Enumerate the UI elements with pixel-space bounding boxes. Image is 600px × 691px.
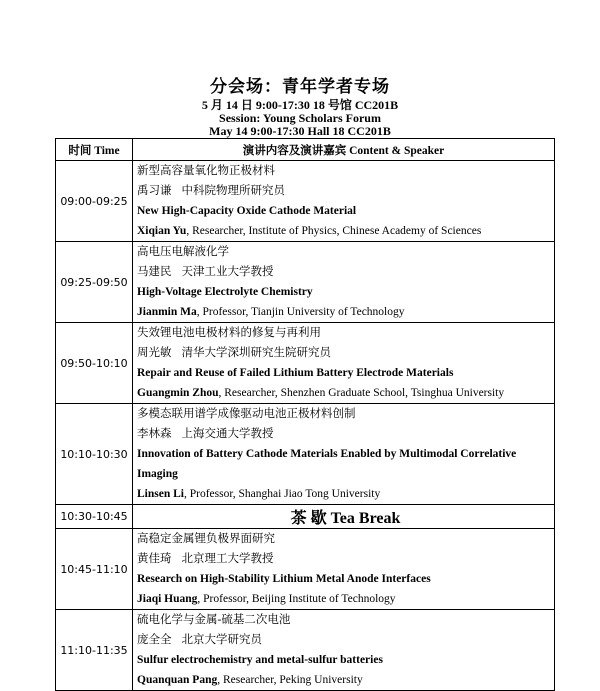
speaker-name-cn: 周光敏 [137,347,172,359]
time-cell: 10:30-10:45 [56,505,133,529]
schedule-table [55,138,555,691]
table-row [56,529,555,610]
speaker-affiliation-en: , Researcher, Institute of Physics, Chinese Academy of Sciences [186,225,482,237]
tea-break-label: 茶 歇 Tea Break [133,505,555,529]
time-cell: 09:50-10:10 [56,323,133,404]
talk-title-cn: 硫电化学与金属-硫基二次电池 [137,614,291,626]
time-cell: 09:25-09:50 [56,242,133,323]
speaker-line-en [137,302,554,322]
time-cell: 10:10-10:30 [56,404,133,505]
talk-cell [133,404,555,505]
speaker-name-cn: 庞全全 [137,634,172,646]
speaker-name-en: Jiaqi Huang [137,593,198,605]
speaker-name-cn: 黄佳琦 [137,553,172,565]
speaker-name-en: Linsen Li [137,488,184,500]
date-venue-en: May 14 9:00-17:30 Hall 18 CC201B [209,124,391,138]
speaker-affiliation-en: , Professor, Tianjin University of Technology [196,306,405,318]
talk-cell [133,242,555,323]
talk-title-cn: 失效锂电池电极材料的修复与再利用 [137,327,321,339]
session-title-en: Session: Young Scholars Forum [219,111,381,125]
talk-title-en: Repair and Reuse of Failed Lithium Battery Electrode Materials [137,367,454,379]
talk-cell [133,323,555,404]
table-row-break [56,505,555,529]
speaker-affiliation-cn: 中科院物理所研究员 [181,185,285,197]
speaker-line-cn [137,630,554,650]
speaker-line-cn [137,181,554,201]
talk-title-cn: 新型高容量氧化物正极材料 [137,165,275,177]
speaker-line-cn [137,262,554,282]
talk-cell [133,610,555,691]
time-cell: 11:10-11:35 [56,610,133,691]
time-cell: 09:00-09:25 [56,161,133,242]
speaker-name-cn: 马建民 [137,266,172,278]
talk-cell [133,529,555,610]
speaker-affiliation-cn: 北京理工大学教授 [181,553,274,565]
table-row [56,242,555,323]
speaker-affiliation-cn: 天津工业大学教授 [181,266,274,278]
speaker-affiliation-cn: 北京大学研究员 [181,634,262,646]
talk-cell [133,161,555,242]
speaker-affiliation-en: , Professor, Shanghai Jiao Tong University [183,488,381,500]
table-row [56,161,555,242]
speaker-affiliation-cn: 上海交通大学教授 [181,428,274,440]
talk-title-en: Sulfur electrochemistry and metal-sulfur batteries [137,654,383,666]
time-cell: 10:45-11:10 [56,529,133,610]
talk-title-en: New High-Capacity Oxide Cathode Material [137,205,357,217]
table-row [56,404,555,505]
talk-title-en: Innovation of Battery Cathode Materials Enabled by Multimodal Correlative Imaging [137,448,517,480]
table-row [56,610,555,691]
speaker-line-en [137,589,554,609]
talk-title-cn: 高电压电解液化学 [137,246,229,258]
speaker-name-cn: 李林森 [137,428,172,440]
speaker-name-en: Quanquan Pang [137,674,218,686]
column-header-content: 演讲内容及演讲嘉宾 Content & Speaker [133,139,555,161]
page-title: 分会场：青年学者专场 [210,77,390,96]
speaker-name-en: Jianmin Ma [137,306,197,318]
speaker-affiliation-en: , Professor, Beijing Institute of Technology [197,593,396,605]
table-header-row [56,139,555,161]
talk-title-cn: 高稳定金属锂负极界面研究 [137,533,275,545]
speaker-line-cn [137,424,554,444]
column-header-time: 时间 Time [56,139,133,161]
speaker-affiliation-en: , Researcher, Peking University [217,674,363,686]
table-row [56,323,555,404]
talk-title-cn: 多模态联用谱学成像驱动电池正极材料创制 [137,408,356,420]
speaker-line-en [137,670,554,690]
speaker-line-en [137,383,554,403]
talk-title-en: High-Voltage Electrolyte Chemistry [137,286,313,298]
speaker-line-cn [137,343,554,363]
speaker-name-en: Guangmin Zhou [137,387,219,399]
speaker-line-cn [137,549,554,569]
talk-title-en: Research on High-Stability Lithium Metal Anode Interfaces [137,573,431,585]
speaker-name-en: Xiqian Yu [137,225,187,237]
date-venue-cn: 5 月 14 日 9:00-17:30 18 号馆 CC201B [201,98,399,112]
speaker-name-cn: 禹习谦 [137,185,172,197]
speaker-line-en [137,221,554,241]
speaker-affiliation-en: , Researcher, Shenzhen Graduate School, Tsinghua University [218,387,505,399]
speaker-affiliation-cn: 清华大学深圳研究生院研究员 [181,347,331,359]
speaker-line-en [137,484,554,504]
